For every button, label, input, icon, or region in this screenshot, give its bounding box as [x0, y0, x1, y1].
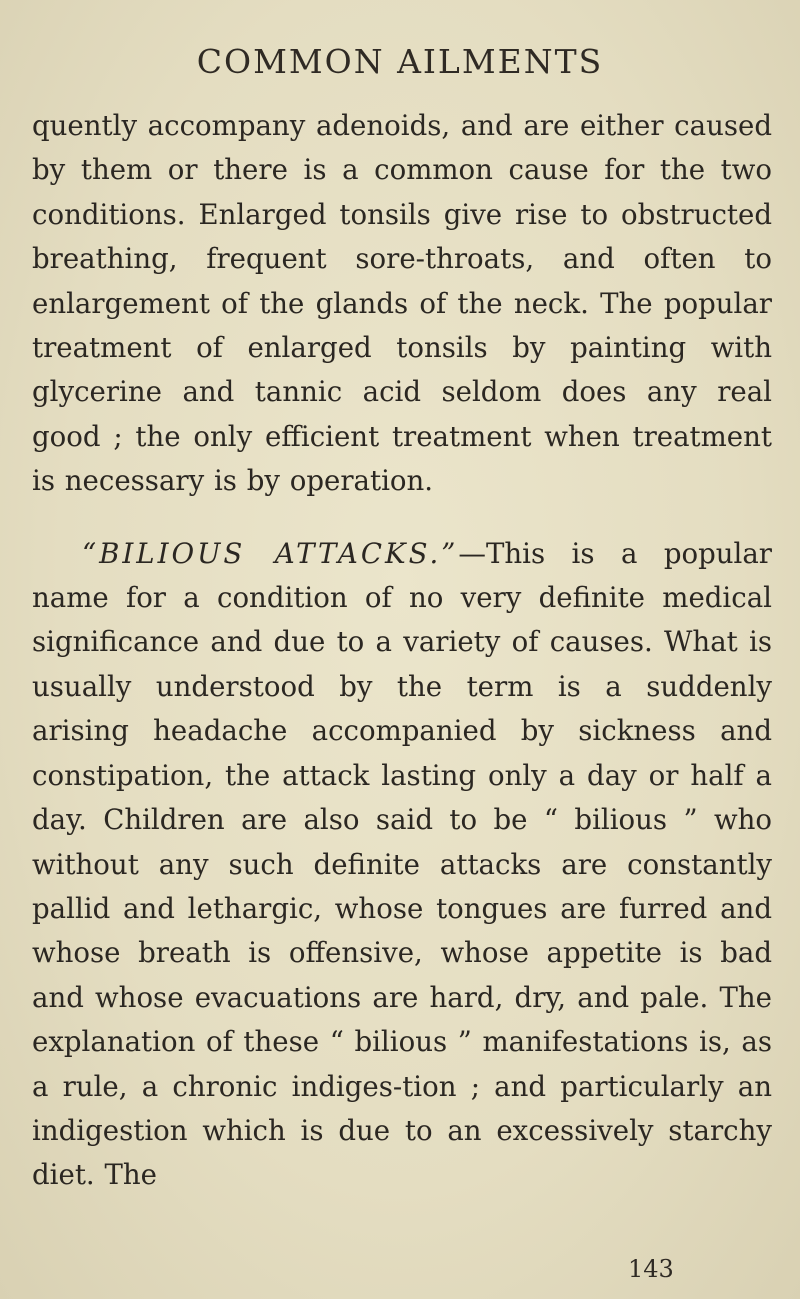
- section-heading-bilious-attacks: “BILIOUS ATTACKS.”: [82, 536, 459, 570]
- paragraph-bilious-text: —This is a popular name for a condition of no very definite medical significance and due to a variety of causes. What is usually understood by the term is a suddenly arising headache accompanied by sickness and constipation, the attack lasting only a day or half a day. Children are also said to be “ bilious ” who without any such definite attacks are constantly pallid and lethargic, whose tongues are furred and whose breath is offensive, whose appetite is bad and whose evacuations are hard, dry, and pale. The explanation of these “ bilious ” manifestations is, as a rule, a chronic indiges-tion ; and particularly an indigestion which is due to an excessively starchy diet. The: [32, 536, 772, 1192]
- page-number: 143: [628, 1255, 674, 1283]
- body-text: [32, 104, 772, 1198]
- running-head: COMMON AILMENTS: [196, 42, 604, 81]
- paragraph-bilious-attacks: [32, 532, 772, 1198]
- paragraph-tonsils: quently accompany adenoids, and are either caused by them or there is a common cause for the two conditions. Enlarged tonsils give rise to obstructed breathing, frequent sore-throats, and often to enlargement of the glands of the neck. The popular treatment of enlarged tonsils by painting with glycerine and tannic acid seldom does any real good ; the only efficient treatment when treatment is necessary is by operation.: [32, 109, 772, 498]
